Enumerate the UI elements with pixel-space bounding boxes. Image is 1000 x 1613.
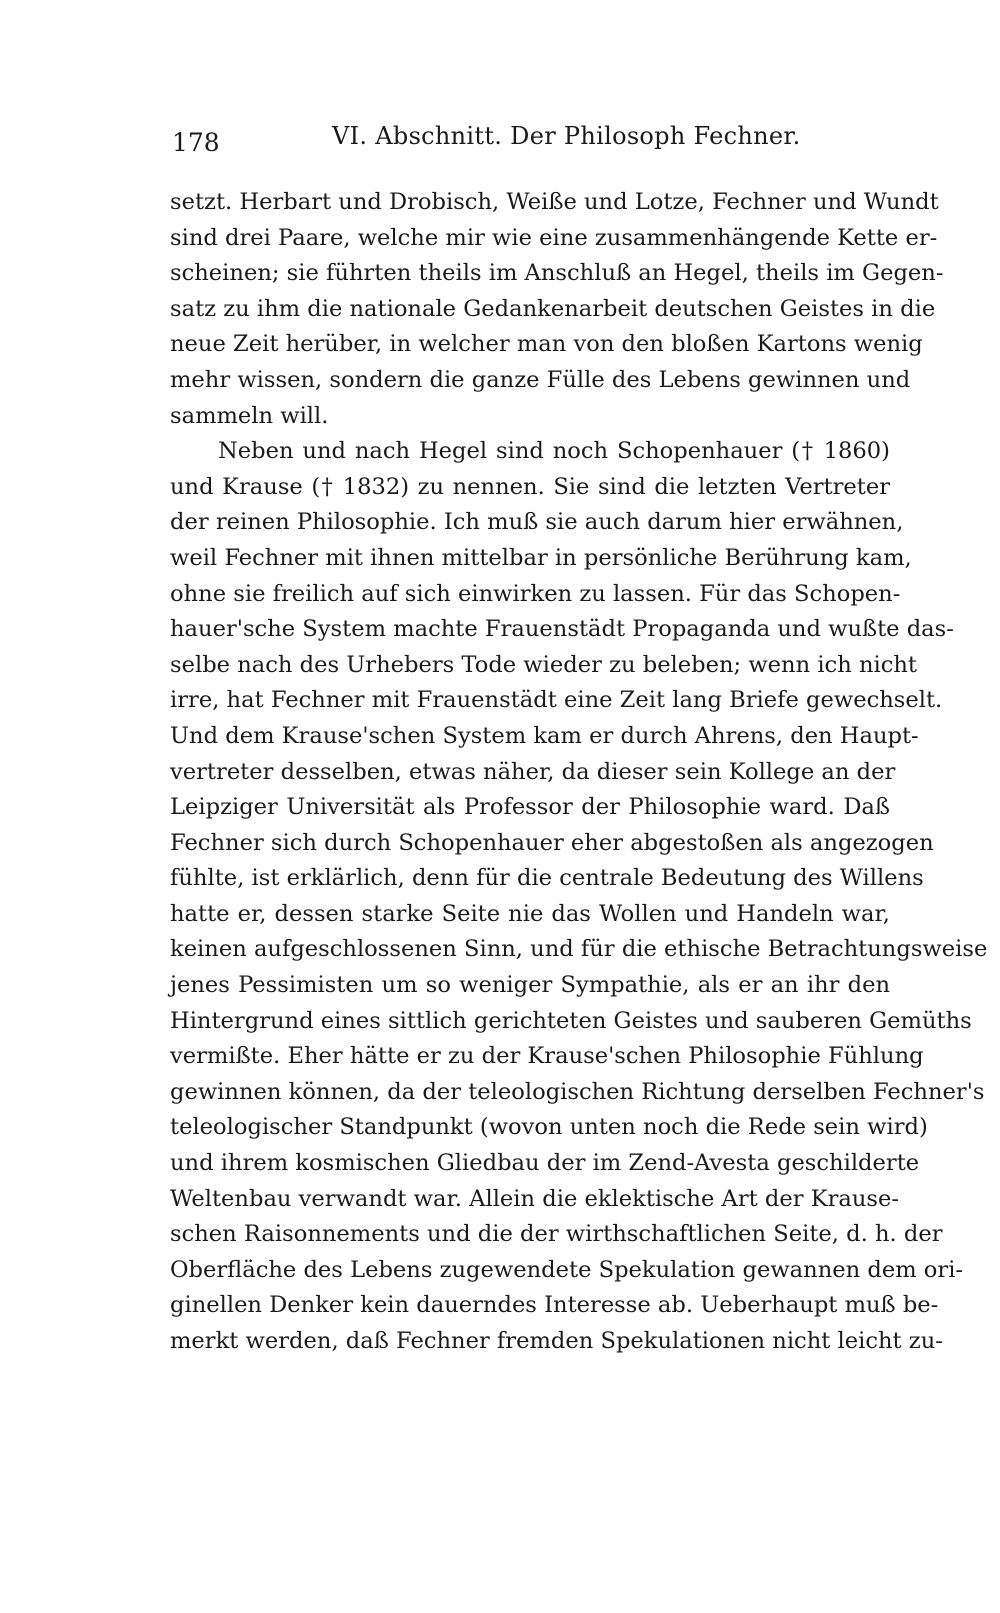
running-head-title: VI. Abschnitt. Der Philosoph Fechner.	[332, 122, 801, 150]
text-line: scheinen; sie führten theils im Anschluß an Hegel, theils im Gegen-	[170, 260, 944, 287]
text-line: hauer'sche System machte Frauenstädt Propaganda und wußte das-	[170, 616, 954, 643]
text-line: satz zu ihm die nationale Gedankenarbeit deutschen Geistes in die	[170, 295, 936, 322]
text-line: und Krause († 1832) zu nennen. Sie sind die letzten Vertreter	[170, 473, 890, 500]
text-line: vertreter desselben, etwas näher, da dieser sein Kollege an der	[170, 758, 896, 785]
text-line: Oberfläche des Lebens zugewendete Spekulation gewannen dem ori-	[170, 1256, 964, 1283]
text-line: weil Fechner mit ihnen mittelbar in persönliche Berührung kam,	[170, 544, 912, 571]
text-line: sind drei Paare, welche mir wie eine zusammenhängende Kette er-	[170, 224, 938, 251]
text-line: merkt werden, daß Fechner fremden Spekulationen nicht leicht zu-	[170, 1328, 943, 1354]
text-line: teleologischer Standpunkt (wovon unten noch die Rede sein wird)	[170, 1114, 928, 1141]
text-line: fühlte, ist erklärlich, denn für die centrale Bedeutung des Willens	[170, 865, 924, 892]
running-head	[172, 122, 892, 162]
text-line: selbe nach des Urhebers Tode wieder zu beleben; wenn ich nicht	[170, 651, 918, 678]
text-line: ginellen Denker kein dauerndes Interesse ab. Ueberhaupt muß be-	[170, 1292, 939, 1319]
text-line: Hintergrund eines sittlich gerichteten Geistes und sauberen Gemüths	[170, 1007, 972, 1034]
text-line: Weltenbau verwandt war. Allein die eklektische Art der Krause-	[170, 1185, 900, 1212]
text-line: neue Zeit herüber, in welcher man von den bloßen Kartons wenig	[170, 331, 923, 358]
text-line: hatte er, dessen starke Seite nie das Wollen und Handeln war,	[170, 900, 890, 927]
text-line: mehr wissen, sondern die ganze Fülle des Lebens gewinnen und	[170, 366, 911, 393]
text-line: vermißte. Eher hätte er zu der Krause'schen Philosophie Fühlung	[170, 1043, 924, 1070]
body-text	[170, 185, 988, 1360]
text-line: und ihrem kosmischen Gliedbau der im Zend-Avesta geschilderte	[170, 1150, 920, 1177]
text-line: keinen aufgeschlossenen Sinn, und für die ethische Betrachtungsweise	[170, 936, 988, 963]
text-line: gewinnen können, da der teleologischen Richtung derselben Fechner's	[170, 1078, 985, 1105]
text-line: irre, hat Fechner mit Frauenstädt eine Zeit lang Briefe gewechselt.	[170, 687, 943, 714]
text-line: der reinen Philosophie. Ich muß sie auch darum hier erwähnen,	[170, 509, 904, 536]
text-line: setzt. Herbart und Drobisch, Weiße und Lotze, Fechner und Wundt	[170, 189, 939, 215]
text-line: Fechner sich durch Schopenhauer eher abgestoßen als angezogen	[170, 829, 934, 856]
text-line: Neben und nach Hegel sind noch Schopenhauer († 1860)	[218, 438, 890, 465]
text-line: Leipziger Universität als Professor der Philosophie ward. Daß	[170, 794, 890, 821]
text-line: Und dem Krause'schen System kam er durch Ahrens, den Haupt-	[170, 722, 919, 749]
text-line: sammeln will.	[170, 402, 329, 429]
text-line: ohne sie freilich auf sich einwirken zu lassen. Für das Schopen-	[170, 580, 901, 607]
text-line: jenes Pessimisten um so weniger Sympathie, als er an ihr den	[170, 972, 890, 999]
page-number: 178	[172, 128, 220, 157]
text-line: schen Raisonnements und die der wirthschaftlichen Seite, d. h. der	[170, 1221, 943, 1248]
